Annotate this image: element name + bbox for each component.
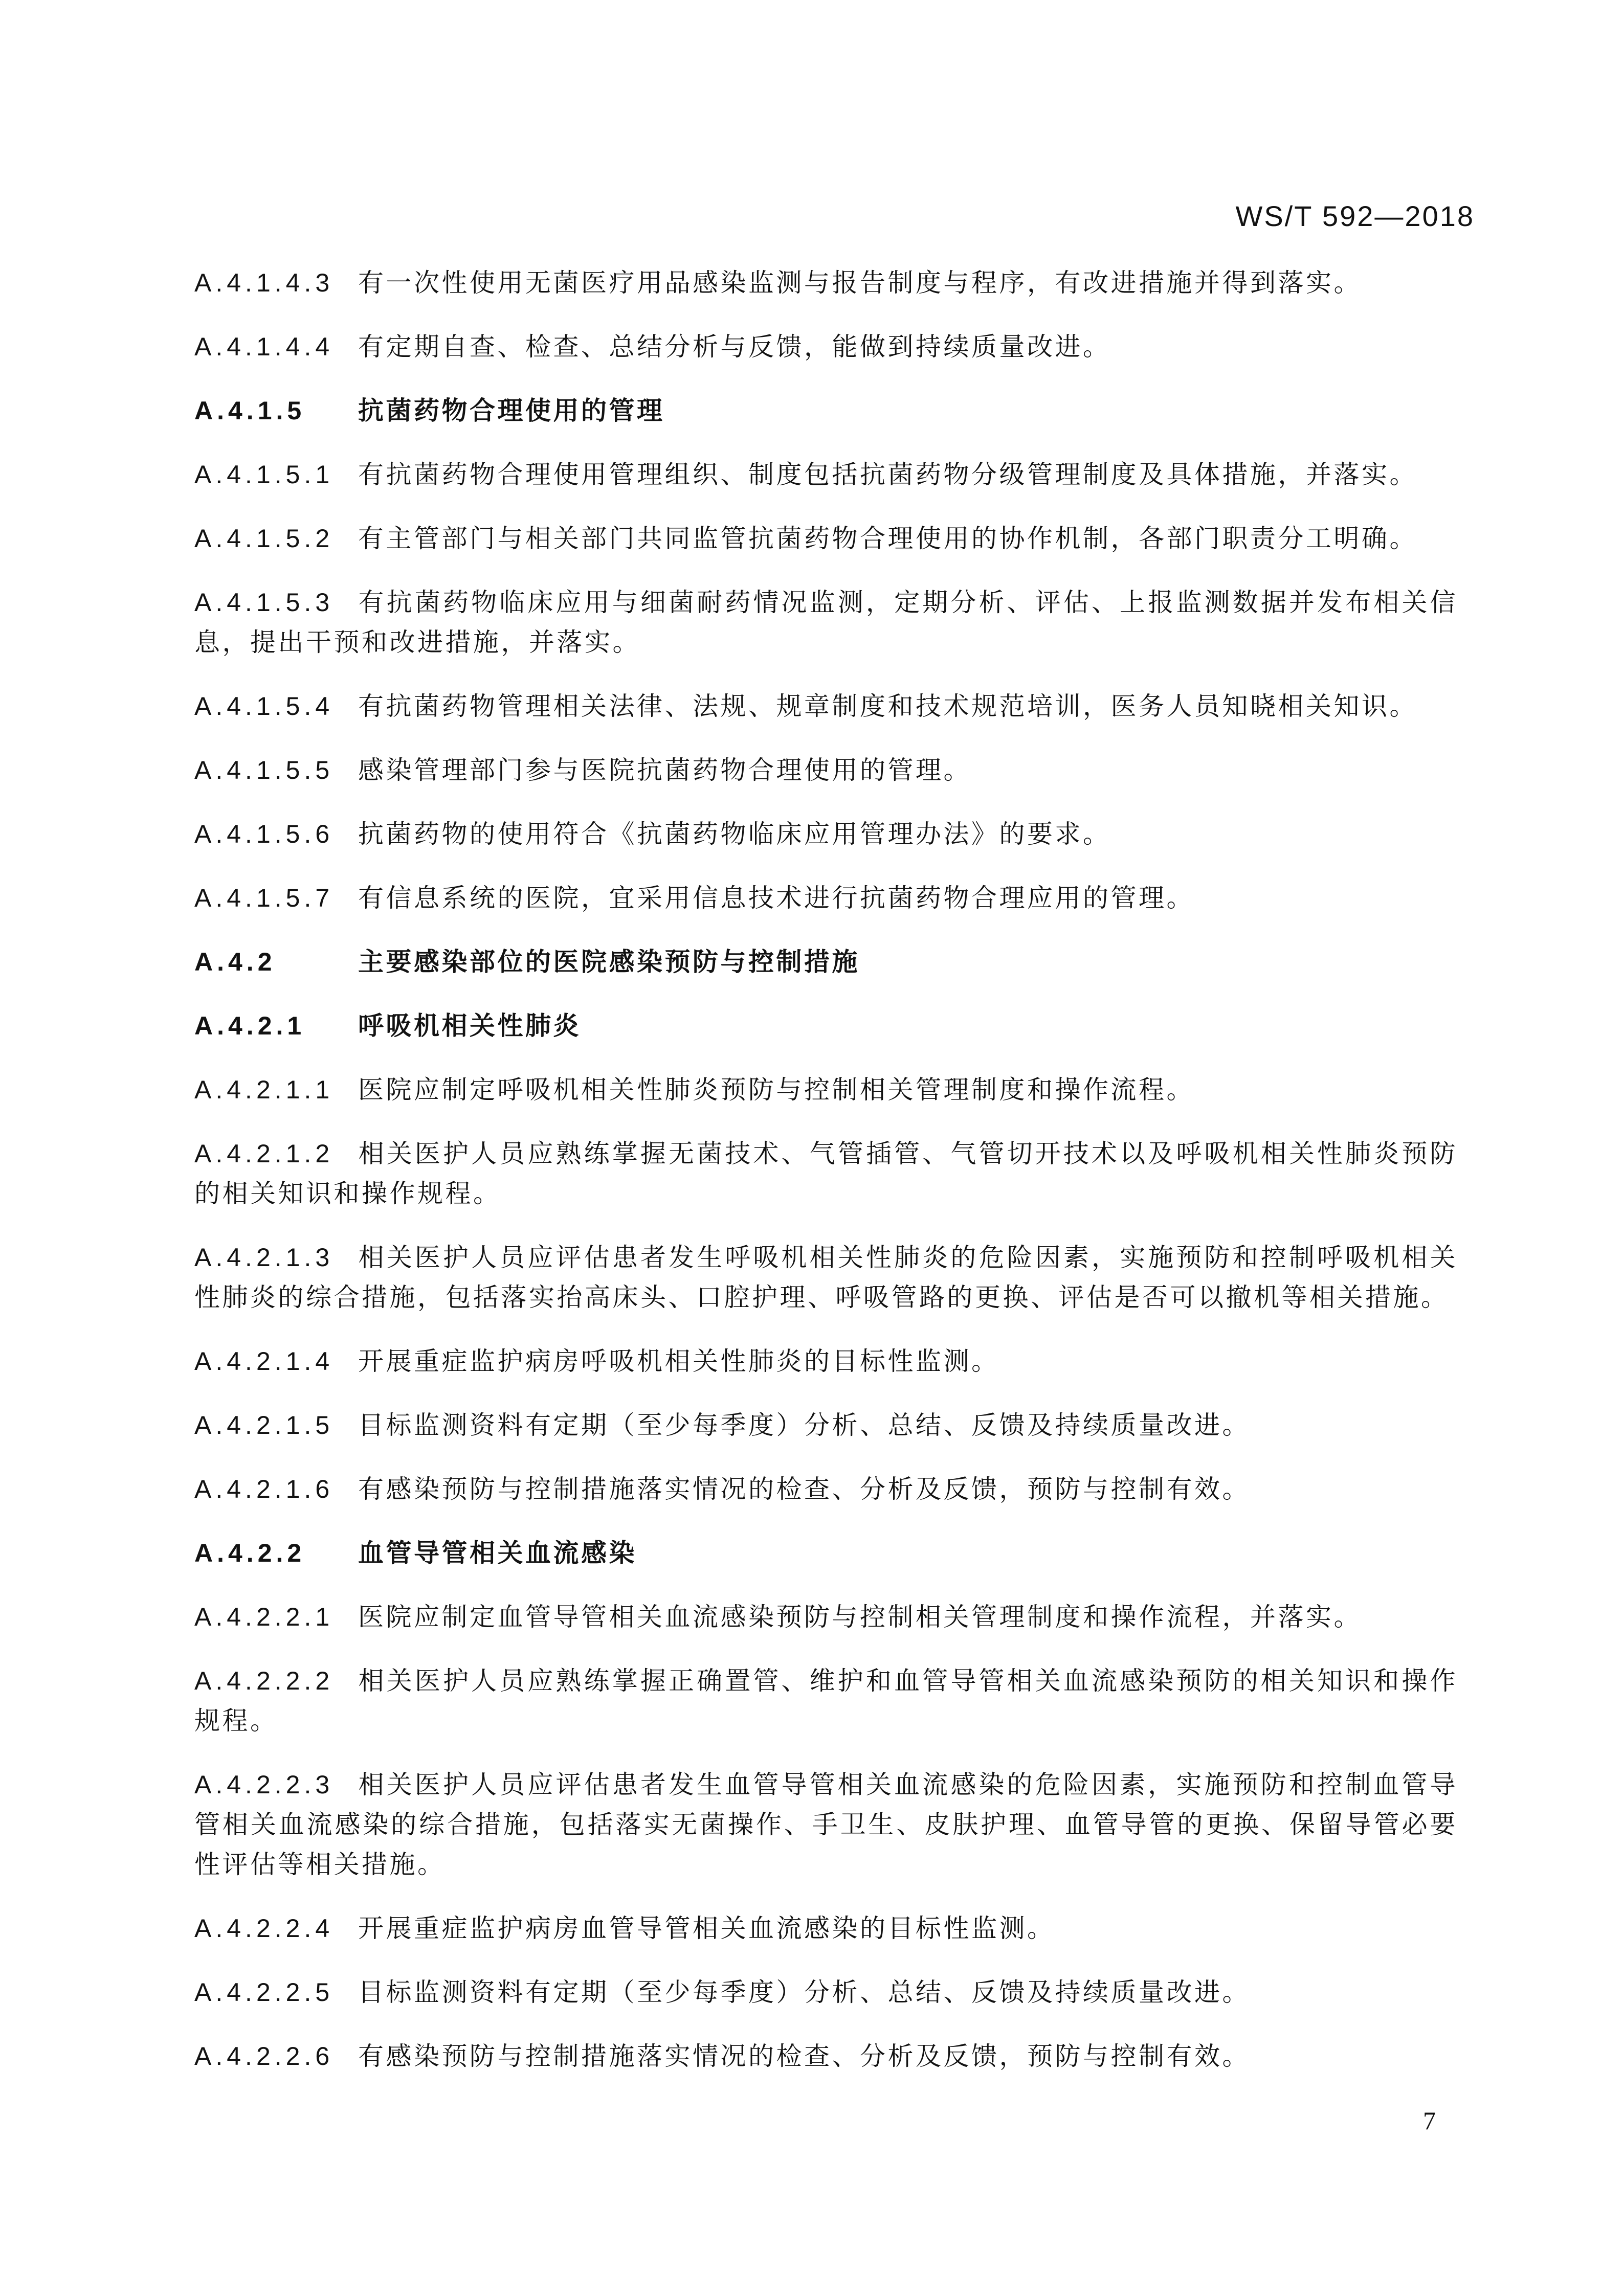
clause-paragraph	[194, 1597, 1458, 1637]
clause-text: 相关医护人员应评估患者发生血管导管相关血流感染的危险因素，实施预防和控制血管导管相关血流感染的综合措施，包括落实无菌操作、手卫生、皮肤护理、血管导管的更换、保留导管必要性评估等相关措施。	[194, 1770, 1458, 1879]
clause-paragraph	[194, 1661, 1458, 1741]
clause-number: A.4.2.2.3	[194, 1770, 334, 1799]
clause-paragraph	[194, 582, 1458, 662]
clause-number: A.4.1.4.4	[194, 332, 334, 361]
clause-paragraph	[194, 1341, 1458, 1381]
clause-text: 目标监测资料有定期（至少每季度）分析、总结、反馈及持续质量改进。	[358, 1978, 1250, 2007]
clause-text: 抗菌药物合理使用的管理	[358, 396, 665, 425]
clause-number: A.4.2.1.4	[194, 1347, 334, 1376]
clause-number: A.4.1.5.5	[194, 756, 334, 784]
clause-number: A.4.2.1.1	[194, 1075, 334, 1104]
clause-paragraph	[194, 878, 1458, 918]
clause-paragraph	[194, 1765, 1458, 1884]
clause-heading	[194, 942, 1458, 982]
clause-paragraph	[194, 1972, 1458, 2012]
clause-number: A.4.1.4.3	[194, 268, 334, 297]
clause-text: 有定期自查、检查、总结分析与反馈，能做到持续质量改进。	[358, 332, 1111, 361]
clause-paragraph	[194, 750, 1458, 790]
clause-number: A.4.2.1.6	[194, 1475, 334, 1503]
clause-number: A.4.2.2.5	[194, 1978, 334, 2007]
clause-text: 感染管理部门参与医院抗菌药物合理使用的管理。	[358, 756, 971, 784]
clause-paragraph	[194, 455, 1458, 494]
page-number: 7	[1423, 2106, 1436, 2135]
clause-paragraph	[194, 1134, 1458, 1213]
clause-text: 相关医护人员应熟练掌握正确置管、维护和血管导管相关血流感染预防的相关知识和操作规程。	[194, 1667, 1458, 1735]
clause-text: 主要感染部位的医院感染预防与控制措施	[358, 948, 860, 976]
clause-text: 有抗菌药物临床应用与细菌耐药情况监测，定期分析、评估、上报监测数据并发布相关信息，提出干预和改进措施，并落实。	[194, 588, 1458, 657]
clause-text: 血管导管相关血流感染	[358, 1539, 637, 1567]
clause-text: 抗菌药物的使用符合《抗菌药物临床应用管理办法》的要求。	[358, 820, 1111, 848]
clause-paragraph	[194, 519, 1458, 558]
clause-paragraph	[194, 263, 1458, 303]
clause-paragraph	[194, 1469, 1458, 1509]
clause-text: 有感染预防与控制措施落实情况的检查、分析及反馈，预防与控制有效。	[358, 2042, 1250, 2070]
clause-text: 相关医护人员应评估患者发生呼吸机相关性肺炎的危险因素，实施预防和控制呼吸机相关性肺炎的综合措施，包括落实抬高床头、口腔护理、呼吸管路的更换、评估是否可以撤机等相关措施。	[194, 1243, 1458, 1312]
clause-text: 开展重症监护病房血管导管相关血流感染的目标性监测。	[358, 1914, 1055, 1943]
clause-number: A.4.2.2.2	[194, 1667, 334, 1695]
clause-paragraph	[194, 1237, 1458, 1317]
clause-text: 开展重症监护病房呼吸机相关性肺炎的目标性监测。	[358, 1347, 999, 1376]
clause-number: A.4.1.5.3	[194, 588, 334, 617]
clause-number: A.4.1.5	[194, 396, 306, 425]
clause-heading	[194, 391, 1458, 431]
clause-text: 有抗菌药物管理相关法律、法规、规章制度和技术规范培训，医务人员知晓相关知识。	[358, 692, 1417, 721]
clause-paragraph	[194, 1405, 1458, 1445]
clause-text: 目标监测资料有定期（至少每季度）分析、总结、反馈及持续质量改进。	[358, 1411, 1250, 1439]
clause-number: A.4.2	[194, 948, 276, 976]
clauses	[194, 263, 1458, 2100]
clause-text: 呼吸机相关性肺炎	[358, 1011, 581, 1040]
clause-number: A.4.2.1	[194, 1011, 306, 1040]
clause-text: 有信息系统的医院，宜采用信息技术进行抗菌药物合理应用的管理。	[358, 884, 1194, 912]
clause-number: A.4.1.5.1	[194, 460, 334, 489]
clause-number: A.4.1.5.4	[194, 692, 334, 721]
clause-paragraph	[194, 327, 1458, 367]
clause-paragraph	[194, 814, 1458, 854]
clause-number: A.4.2.2	[194, 1539, 306, 1567]
clause-number: A.4.1.5.2	[194, 524, 334, 553]
clause-text: 医院应制定血管导管相关血流感染预防与控制相关管理制度和操作流程，并落实。	[358, 1603, 1362, 1631]
clause-text: 有一次性使用无菌医疗用品感染监测与报告制度与程序，有改进措施并得到落实。	[358, 268, 1362, 297]
clause-number: A.4.2.1.5	[194, 1411, 334, 1439]
standard-code-header: WS/T 592—2018	[1235, 200, 1475, 232]
clause-number: A.4.1.5.6	[194, 820, 334, 848]
clause-number: A.4.2.1.3	[194, 1243, 334, 1272]
clause-number: A.4.2.2.6	[194, 2042, 334, 2070]
clause-text: 有感染预防与控制措施落实情况的检查、分析及反馈，预防与控制有效。	[358, 1475, 1250, 1503]
clause-text: 医院应制定呼吸机相关性肺炎预防与控制相关管理制度和操作流程。	[358, 1075, 1194, 1104]
clause-number: A.4.2.1.2	[194, 1139, 334, 1168]
clause-heading	[194, 1006, 1458, 1046]
clause-text: 有主管部门与相关部门共同监管抗菌药物合理使用的协作机制，各部门职责分工明确。	[358, 524, 1417, 553]
clause-paragraph	[194, 1070, 1458, 1110]
clause-number: A.4.2.2.1	[194, 1603, 334, 1631]
clause-text: 有抗菌药物合理使用管理组织、制度包括抗菌药物分级管理制度及具体措施，并落实。	[358, 460, 1417, 489]
clause-text: 相关医护人员应熟练掌握无菌技术、气管插管、气管切开技术以及呼吸机相关性肺炎预防的相关知识和操作规程。	[194, 1139, 1458, 1208]
clause-number: A.4.1.5.7	[194, 884, 334, 912]
clause-paragraph	[194, 2036, 1458, 2076]
clause-paragraph	[194, 686, 1458, 726]
clause-heading	[194, 1533, 1458, 1573]
clause-number: A.4.2.2.4	[194, 1914, 334, 1943]
clause-paragraph	[194, 1908, 1458, 1948]
